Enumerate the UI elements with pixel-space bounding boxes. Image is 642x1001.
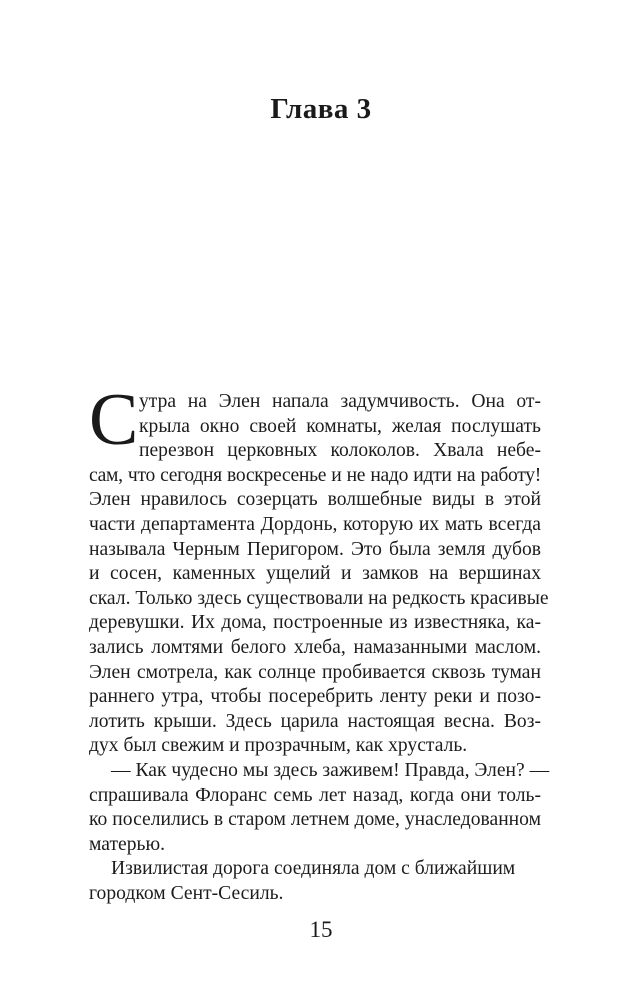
- text-line: ко поселились в старом летнем доме, унаследованном: [89, 809, 541, 831]
- text-line: деревушки. Их дома, построенные из известняка, ка-: [89, 612, 541, 634]
- body-text: [89, 390, 550, 906]
- text-line: — Как чудесно мы здесь заживем! Правда, Элен? —: [111, 759, 550, 781]
- text-line: Элен нравилось созерцать волшебные виды в этой: [89, 489, 541, 511]
- text-line: дух был свежим и прозрачным, как хрусталь.: [89, 735, 468, 757]
- text-line: спрашивала Флоранс семь лет назад, когда они толь-: [89, 784, 541, 806]
- text-line: матерью.: [89, 833, 165, 855]
- text-line: крыла окно своей комнаты, желая послушать: [139, 415, 541, 437]
- text-line: сам, что сегодня воскресенье и не надо идти на работу!: [89, 464, 541, 486]
- text-line: перезвон церковных колоколов. Хвала небе-: [139, 440, 541, 462]
- text-line: зались ломтями белого хлеба, намазанными маслом.: [89, 636, 541, 658]
- text-line: Извилистая дорога соединяла дом с ближайшим: [111, 858, 516, 880]
- text-line: и сосен, каменных ущелий и замков на вершинах: [89, 563, 541, 585]
- page-number: 15: [309, 917, 333, 942]
- text-line: называла Черным Перигором. Это была земля дубов: [89, 538, 541, 560]
- text-line: Элен смотрела, как солнце пробивается сквозь туман: [89, 661, 541, 683]
- drop-cap: С: [89, 379, 139, 461]
- chapter-title: Глава 3: [270, 93, 372, 125]
- text-line: части департамента Дордонь, которую их мать всегда: [89, 513, 541, 535]
- text-line: лотить крыши. Здесь царила настоящая весна. Воз-: [89, 710, 541, 732]
- text-line: скал. Только здесь существовали на редкость красивые: [89, 587, 549, 609]
- text-line: городком Сент-Сесиль.: [89, 882, 284, 904]
- text-line: раннего утра, чтобы посеребрить ленту реки и позо-: [89, 686, 541, 708]
- text-line: утра на Элен напала задумчивость. Она от-: [139, 391, 541, 412]
